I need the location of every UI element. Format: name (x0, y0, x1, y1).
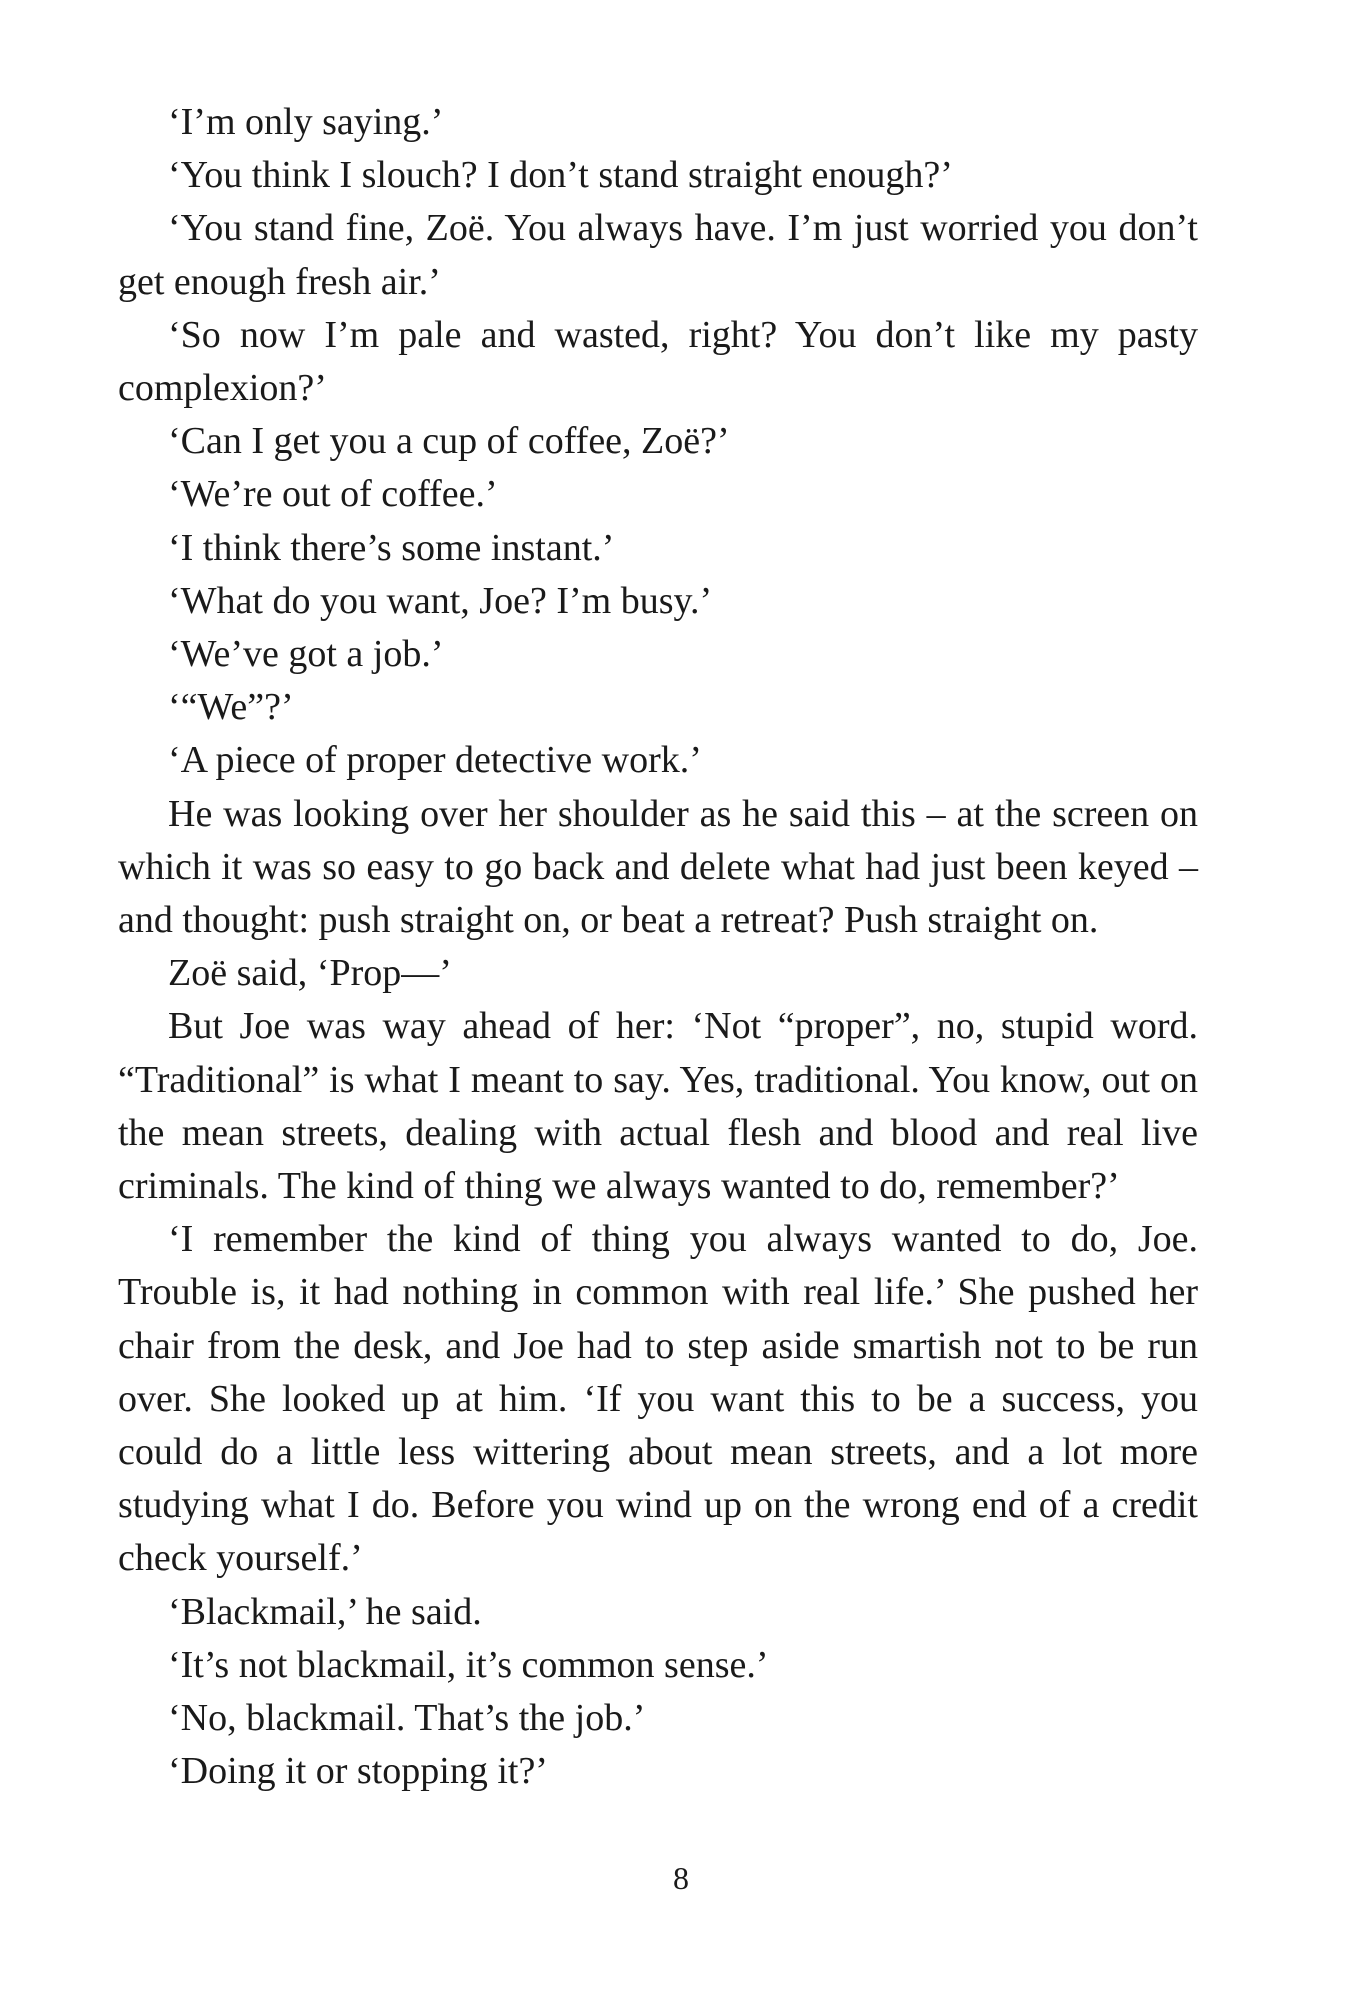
paragraph: Zoë said, ‘Prop—’ (168, 952, 452, 995)
paragraph: ‘You stand fine, Zoë. You always have. I’m just worried you don’t get enough fresh air.’ (118, 207, 1198, 303)
paragraph: ‘What do you want, Joe? I’m busy.’ (168, 579, 713, 622)
paragraph: ‘I think there’s some instant.’ (168, 526, 615, 569)
paragraph: ‘“We”?’ (168, 686, 294, 729)
paragraph: ‘We’re out of coffee.’ (168, 473, 498, 516)
paragraph: ‘Blackmail,’ he said. (168, 1590, 482, 1633)
paragraph: He was looking over her shoulder as he said this – at the screen on which it was so easy to go back and delete what had just been keyed – and thought: push straight on, or beat a retreat? Push straight on. (118, 792, 1198, 942)
paragraph: ‘I remember the kind of thing you always wanted to do, Joe. Trouble is, it had nothing in common with real life.’ She pushed her chair from the desk, and Joe had to step aside smartish not to be run over. She looked up at him. ‘If you want this to be a success, you could do a little less wittering about mean streets, and a lot more studying what I do. Before you wind up on the wrong end of a credit check yourself.’ (118, 1218, 1198, 1580)
paragraph: ‘You think I slouch? I don’t stand straight enough?’ (168, 154, 953, 197)
paragraph: ‘We’ve got a job.’ (168, 633, 444, 676)
paragraph: ‘Doing it or stopping it?’ (168, 1750, 548, 1793)
book-page-text (118, 96, 1198, 1896)
paragraph: ‘Can I get you a cup of coffee, Zoë?’ (168, 420, 730, 463)
paragraph: ‘I’m only saying.’ (168, 101, 444, 143)
paragraph: ‘No, blackmail. That’s the job.’ (168, 1697, 646, 1740)
page-number: 8 (673, 1860, 689, 1896)
paragraph: ‘A piece of proper detective work.’ (168, 739, 702, 782)
paragraph: ‘So now I’m pale and wasted, right? You don’t like my pasty complexion?’ (118, 313, 1198, 410)
paragraph: ‘It’s not blackmail, it’s common sense.’ (168, 1643, 769, 1686)
paragraph: But Joe was way ahead of her: ‘Not “proper”, no, stupid word. “Traditional” is what I meant to say. Yes, traditional. You know, out on the mean streets, dealing with actual flesh and blood and real live criminals. The kind of thing we always wanted to do, remember?’ (118, 1005, 1198, 1208)
